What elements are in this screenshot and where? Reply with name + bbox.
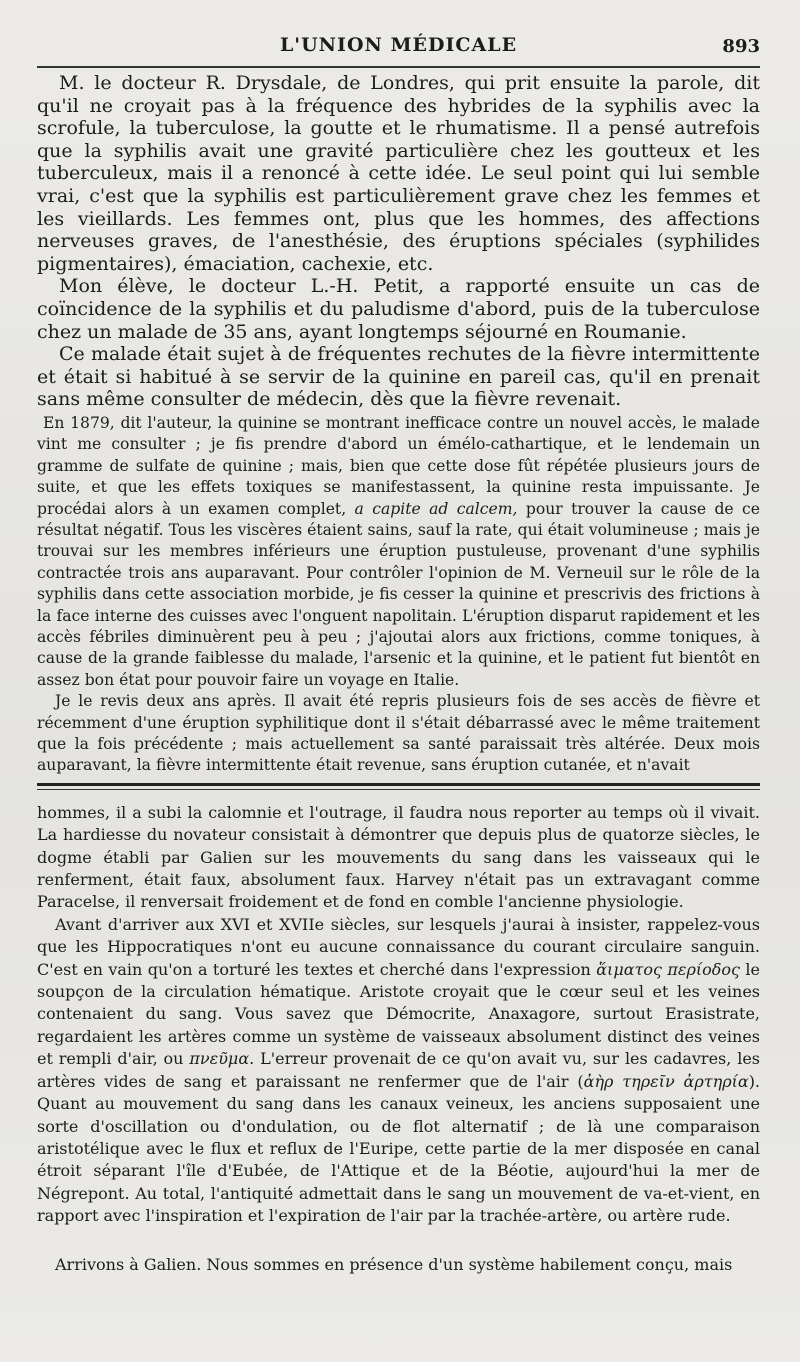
text-span: ). Quant au mouvement du sang dans les canaux veineux, les anciens supposaient une sorte d'oscillation ou d'ondulation, ou de flot alternatif ; de là une comparaison aristotélique avec le flux et reflux de l'Euripe, cette partie de la mer disposée en canal étroit séparant l'île d'Eubée, de l'Attique et de la Béotie, aujourd'hui la mer de Négrepont. Au total, l'antiquité admettait dans le sang un mouvement de va-et-vient, en rapport avec l'inspiration et l'expiration de l'air par la trachée-artère, ou artère rude. (37, 1071, 761, 1226)
paragraph-petit: Mon élève, le docteur L.-H. Petit, a rapporté ensuite un cas de coïncidence de la syphilis et du paludisme d'abord, puis de la tuberculose chez un malade de 35 ans, ayant longtemps séjourné en Roumanie. (37, 275, 760, 343)
greek-phrase: ἀὴρ τηρεῖν ἀρτηρία (583, 1071, 749, 1091)
header-rule (37, 66, 760, 68)
journal-title: L'UNION MÉDICALE (279, 34, 518, 56)
feuilleton-block (37, 802, 760, 1276)
text-span: Avant d'arriver aux (55, 914, 221, 934)
text-span: le soupçon de la circulation hématique. Aristote croyait que le cœur seul et les veines contenaient du sang. Vous savez que Démocrite, Anaxagore, surtout Erasistrate, regardaient les artères comme un système de vaisseaux absolument distinct des veines et rempli d'air, ou (37, 959, 760, 1069)
feuilleton-paragraph-3: Arrivons à Galien. Nous sommes en présence d'un système habilement conçu, mais (55, 1254, 733, 1274)
feuilleton-paragraph-2 (37, 914, 760, 1228)
quoted-text-b: pour trouver la cause de ce résultat négatif. Tous les viscères étaient sains, sauf la rate, qui était volumineuse ; mais je trouvai sur les membres inférieurs une éruption pustuleuse, provenant d'une syphilis contractée trois ans auparavant. Pour contrôler l'opinion de M. Verneuil sur le rôle de la syphilis dans cette association morbide, je fis cesser la quinine et prescrivis des frictions à la face interne des cuisses avec l'onguent napolitain. L'éruption disparut rapidement et les accès fébriles diminuèrent peu à peu ; j'ajoutai alors aux frictions, comme toniques, à cause de la grande faiblesse du malade, l'arsenic et la quinine, et le patient fut bientôt en assez bon état pour pouvoir faire un voyage en Italie. (37, 499, 761, 689)
paragraph-malade: Ce malade était sujet à de fréquentes rechutes de la fièvre intermittente et était si habitué à se servir de la quinine en pareil cas, qu'il en prenait sans même consulter de médecin, dès que la fièvre revenait. (37, 343, 760, 411)
separator-thin-rule (37, 789, 760, 790)
feuilleton-separator (37, 783, 760, 790)
quoted-text-a: En 1879, dit l'auteur, la quinine se montrant inefficace contre un nouvel accès, le malade vint me consulter ; je fis prendre d'abord un émélo-cathartique, et le lendemain un gramme de sulfate de quinine ; mais, bien que cette dose fût répétée plusieurs jours de suite, et que les effets toxiques se manifestassent, la quinine resta impuissante. Je procédai alors à un examen complet, (37, 413, 760, 518)
running-header (37, 30, 760, 66)
quoted-case-block (37, 413, 760, 777)
latin-phrase: a capite ad calcem, (354, 499, 518, 518)
page-number: 893 (722, 36, 760, 57)
centuries: XVI et XVIIe (220, 914, 325, 934)
main-text-block (37, 72, 760, 411)
text-span: . L'erreur provenait de ce qu'on avait vu, sur les cadavres, les artères vides de sang et paraissant ne renfermer que de l'air ( (37, 1049, 761, 1091)
quoted-paragraph-2: Je le revis deux ans après. Il avait été repris plusieurs fois de ses accès de fièvre et récemment d'une éruption syphilitique dont il s'était débarrassé avec le même traitement que la fois précédente ; mais actuellement sa santé paraissait très altérée. Deux mois auparavant, la fièvre intermittente était revenue, sans éruption cutanée, et n'avait (37, 692, 760, 775)
quoted-paragraph-1 (37, 413, 760, 691)
feuilleton-paragraph-1: hommes, il a subi la calomnie et l'outrage, il faudra nous reporter au temps où il vivait. La hardiesse du novateur consistait à démontrer que depuis plus de quatorze siècles, le dogme établi par Galien sur les mouvements du sang dans les vaisseaux qui le renferment, était faux, absolument faux. Harvey n'était pas un extravagant comme Paracelse, il renversait froidement et de fond en comble l'ancienne physiologie. (37, 802, 760, 912)
separator-thick-rule (37, 783, 760, 786)
greek-word: πνεῦμα (189, 1049, 250, 1069)
paragraph-drysdale: M. le docteur R. Drysdale, de Londres, qui prit ensuite la parole, dit qu'il ne croyait pas à la fréquence des hybrides de la syphilis avec la scrofule, la tuberculose, la goutte et le rhumatisme. Il a pensé autrefois que la syphilis avait une gravité particulière chez les goutteux et les tuberculeux, mais il a renoncé à cette idée. Le seul point qui lui semble vrai, c'est que la syphilis est particulièrement grave chez les femmes et les vieillards. Les femmes ont, plus que les hommes, des affections nerveuses graves, de l'anesthésie, des éruptions spéciales (syphilides pigmentaires), émaciation, cachexie, etc. (37, 72, 760, 275)
text-span: siècles, sur lesquels j'aurai à insister, rappelez-vous que les Hippocratiques n'ont eu aucune connaissance du courant circulaire sanguin. C'est en vain qu'on a torturé les textes et cherché dans l'expression (37, 914, 761, 979)
greek-phrase: ἅιματος περίοδος (596, 959, 741, 979)
